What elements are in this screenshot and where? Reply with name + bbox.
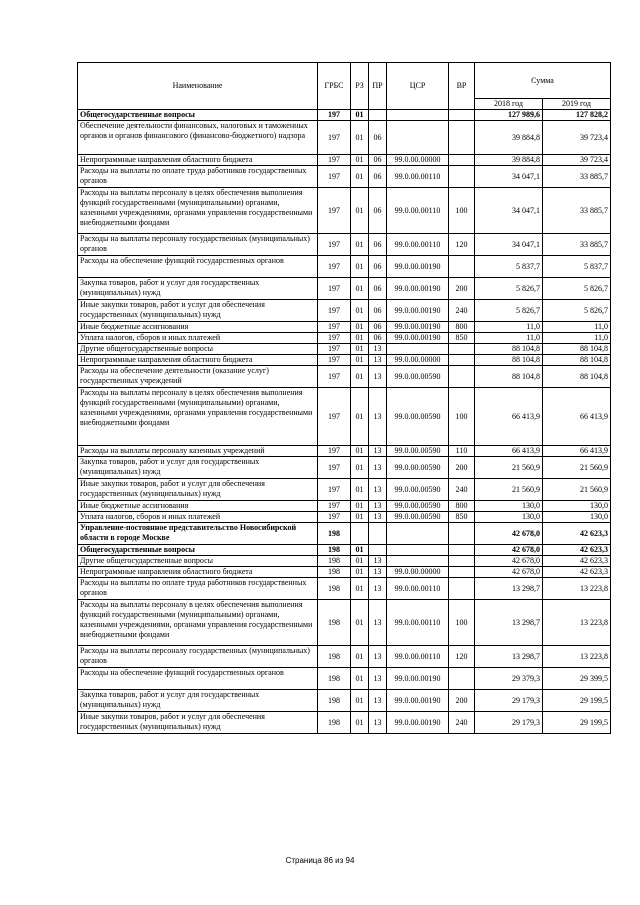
cell-sum-2018: 88 104,8	[475, 366, 543, 388]
header-name: Наименование	[78, 63, 318, 110]
cell-name: Непрограммные направления областного бюджета	[78, 355, 318, 366]
header-csr: ЦСР	[387, 63, 449, 110]
cell-sum-2019: 13 223,8	[543, 646, 611, 668]
table-row	[78, 446, 611, 457]
cell-pr: 06	[369, 278, 387, 300]
table-row	[78, 600, 611, 646]
cell-sum-2018: 5 826,7	[475, 278, 543, 300]
cell-sum-2019: 13 223,8	[543, 578, 611, 600]
cell-sum-2019: 42 623,3	[543, 523, 611, 545]
cell-rz: 01	[351, 556, 369, 567]
table-row	[78, 556, 611, 567]
cell-rz: 01	[351, 333, 369, 344]
cell-csr: 99.0.00.00190	[387, 690, 449, 712]
cell-sum-2019: 127 828,2	[543, 110, 611, 121]
table-row	[78, 121, 611, 155]
cell-pr: 06	[369, 322, 387, 333]
cell-sum-2018: 39 884,8	[475, 121, 543, 155]
cell-sum-2019: 5 826,7	[543, 300, 611, 322]
cell-name: Расходы на выплаты по оплате труда работников государственных органов	[78, 578, 318, 600]
cell-csr: 99.0.00.00190	[387, 322, 449, 333]
cell-pr: 13	[369, 712, 387, 734]
header-pr: ПР	[369, 63, 387, 110]
cell-sum-2019: 88 104,8	[543, 344, 611, 355]
cell-csr: 99.0.00.00590	[387, 446, 449, 457]
cell-rz: 01	[351, 234, 369, 256]
cell-pr: 13	[369, 578, 387, 600]
cell-csr	[387, 545, 449, 556]
cell-vr: 850	[449, 333, 475, 344]
cell-grbs: 197	[318, 234, 351, 256]
cell-vr: 120	[449, 234, 475, 256]
table-row	[78, 278, 611, 300]
cell-grbs: 197	[318, 121, 351, 155]
cell-vr	[449, 523, 475, 545]
cell-vr: 110	[449, 446, 475, 457]
cell-rz: 01	[351, 567, 369, 578]
cell-sum-2019: 39 723,4	[543, 155, 611, 166]
cell-pr: 13	[369, 556, 387, 567]
cell-name: Расходы на выплаты персоналу казенных учреждений	[78, 446, 318, 457]
cell-csr	[387, 556, 449, 567]
cell-rz: 01	[351, 155, 369, 166]
cell-sum-2018: 21 560,9	[475, 457, 543, 479]
cell-sum-2019: 11,0	[543, 333, 611, 344]
cell-name: Общегосударственные вопросы	[78, 545, 318, 556]
cell-sum-2019: 29 199,5	[543, 712, 611, 734]
cell-rz: 01	[351, 668, 369, 690]
cell-pr	[369, 110, 387, 121]
cell-vr: 100	[449, 600, 475, 646]
cell-csr: 99.0.00.00110	[387, 166, 449, 188]
cell-rz: 01	[351, 278, 369, 300]
cell-grbs: 198	[318, 578, 351, 600]
cell-grbs: 197	[318, 512, 351, 523]
cell-sum-2019: 130,0	[543, 501, 611, 512]
cell-name: Закупка товаров, работ и услуг для государственных (муниципальных) нужд	[78, 457, 318, 479]
cell-vr	[449, 578, 475, 600]
cell-pr: 06	[369, 166, 387, 188]
cell-pr: 13	[369, 646, 387, 668]
cell-pr: 13	[369, 600, 387, 646]
table-row	[78, 567, 611, 578]
cell-csr: 99.0.00.00190	[387, 278, 449, 300]
cell-pr: 13	[369, 512, 387, 523]
cell-rz: 01	[351, 322, 369, 333]
cell-vr: 120	[449, 646, 475, 668]
cell-sum-2018: 127 989,6	[475, 110, 543, 121]
cell-vr	[449, 110, 475, 121]
cell-grbs: 197	[318, 166, 351, 188]
cell-vr	[449, 556, 475, 567]
cell-grbs: 198	[318, 646, 351, 668]
cell-vr: 240	[449, 300, 475, 322]
cell-grbs: 197	[318, 333, 351, 344]
cell-sum-2019: 39 723,4	[543, 121, 611, 155]
cell-rz: 01	[351, 646, 369, 668]
table-row	[78, 457, 611, 479]
cell-sum-2018: 13 298,7	[475, 646, 543, 668]
cell-grbs: 197	[318, 110, 351, 121]
cell-vr: 800	[449, 501, 475, 512]
table-row	[78, 578, 611, 600]
cell-grbs: 198	[318, 712, 351, 734]
cell-vr: 200	[449, 457, 475, 479]
cell-rz: 01	[351, 501, 369, 512]
cell-rz: 01	[351, 712, 369, 734]
cell-grbs: 197	[318, 355, 351, 366]
cell-name: Расходы на выплаты по оплате труда работников государственных органов	[78, 166, 318, 188]
cell-name: Иные закупки товаров, работ и услуг для обеспечения государственных (муниципальных) нужд	[78, 712, 318, 734]
cell-pr: 13	[369, 567, 387, 578]
cell-rz: 01	[351, 355, 369, 366]
table-row	[78, 234, 611, 256]
cell-csr: 99.0.00.00000	[387, 567, 449, 578]
table-row	[78, 300, 611, 322]
budget-table	[77, 62, 611, 734]
cell-pr: 06	[369, 234, 387, 256]
cell-rz: 01	[351, 479, 369, 501]
header-2018: 2018 год	[475, 99, 543, 110]
cell-rz: 01	[351, 388, 369, 446]
cell-vr	[449, 355, 475, 366]
table-row	[78, 322, 611, 333]
table-row	[78, 110, 611, 121]
cell-rz: 01	[351, 110, 369, 121]
cell-pr: 13	[369, 344, 387, 355]
header-rz: РЗ	[351, 63, 369, 110]
cell-csr	[387, 344, 449, 355]
header-2019: 2019 год	[543, 99, 611, 110]
cell-vr	[449, 256, 475, 278]
cell-sum-2019: 66 413,9	[543, 446, 611, 457]
cell-name: Уплата налогов, сборов и иных платежей	[78, 333, 318, 344]
cell-vr	[449, 366, 475, 388]
cell-pr: 06	[369, 188, 387, 234]
cell-vr: 240	[449, 712, 475, 734]
cell-sum-2018: 42 678,0	[475, 556, 543, 567]
cell-sum-2019: 13 223,8	[543, 600, 611, 646]
cell-grbs: 197	[318, 322, 351, 333]
cell-csr: 99.0.00.00190	[387, 256, 449, 278]
cell-grbs: 198	[318, 567, 351, 578]
cell-csr: 99.0.00.00000	[387, 155, 449, 166]
cell-sum-2019: 66 413,9	[543, 388, 611, 446]
cell-csr: 99.0.00.00590	[387, 501, 449, 512]
cell-rz: 01	[351, 578, 369, 600]
cell-sum-2018: 39 884,8	[475, 155, 543, 166]
cell-pr: 13	[369, 479, 387, 501]
cell-sum-2018: 11,0	[475, 322, 543, 333]
cell-csr: 99.0.00.00110	[387, 600, 449, 646]
cell-grbs: 198	[318, 556, 351, 567]
cell-sum-2018: 34 047,1	[475, 188, 543, 234]
header-row	[78, 63, 611, 99]
cell-csr: 99.0.00.00590	[387, 457, 449, 479]
cell-csr: 99.0.00.00000	[387, 355, 449, 366]
cell-vr: 200	[449, 278, 475, 300]
cell-name: Иные закупки товаров, работ и услуг для обеспечения государственных (муниципальных) нужд	[78, 479, 318, 501]
cell-sum-2019: 5 837,7	[543, 256, 611, 278]
cell-pr: 06	[369, 256, 387, 278]
cell-csr: 99.0.00.00190	[387, 333, 449, 344]
cell-name: Другие общегосударственные вопросы	[78, 344, 318, 355]
cell-rz: 01	[351, 366, 369, 388]
table-row	[78, 479, 611, 501]
cell-pr: 06	[369, 300, 387, 322]
cell-name: Обеспечение деятельности финансовых, налоговых и таможенных органов и органов финансового (финансово-бюджетного) надзора	[78, 121, 318, 155]
cell-rz: 01	[351, 446, 369, 457]
cell-sum-2019: 42 623,3	[543, 567, 611, 578]
cell-grbs: 197	[318, 344, 351, 355]
cell-pr: 13	[369, 388, 387, 446]
cell-sum-2019: 88 104,8	[543, 366, 611, 388]
cell-grbs: 197	[318, 155, 351, 166]
cell-sum-2019: 5 826,7	[543, 278, 611, 300]
table-row	[78, 712, 611, 734]
table-row	[78, 333, 611, 344]
cell-pr	[369, 523, 387, 545]
cell-sum-2018: 11,0	[475, 333, 543, 344]
cell-grbs: 197	[318, 446, 351, 457]
cell-vr	[449, 545, 475, 556]
cell-grbs: 197	[318, 256, 351, 278]
cell-csr: 99.0.00.00110	[387, 578, 449, 600]
cell-sum-2019: 29 399,5	[543, 668, 611, 690]
table-row	[78, 501, 611, 512]
cell-sum-2018: 29 179,3	[475, 690, 543, 712]
cell-sum-2018: 21 560,9	[475, 479, 543, 501]
cell-name: Расходы на обеспечение функций государственных органов	[78, 256, 318, 278]
table-row	[78, 668, 611, 690]
table-row	[78, 366, 611, 388]
cell-csr: 99.0.00.00190	[387, 712, 449, 734]
cell-name: Непрограммные направления областного бюджета	[78, 567, 318, 578]
cell-name: Иные закупки товаров, работ и услуг для обеспечения государственных (муниципальных) нужд	[78, 300, 318, 322]
header-grbs: ГРБС	[318, 63, 351, 110]
cell-pr: 13	[369, 668, 387, 690]
cell-sum-2019: 88 104,8	[543, 355, 611, 366]
cell-pr: 13	[369, 366, 387, 388]
cell-vr: 200	[449, 690, 475, 712]
cell-sum-2018: 42 678,0	[475, 545, 543, 556]
cell-sum-2018: 130,0	[475, 512, 543, 523]
cell-csr: 99.0.00.00110	[387, 646, 449, 668]
cell-vr	[449, 567, 475, 578]
cell-name: Закупка товаров, работ и услуг для государственных (муниципальных) нужд	[78, 690, 318, 712]
cell-vr: 240	[449, 479, 475, 501]
cell-sum-2018: 34 047,1	[475, 234, 543, 256]
cell-name: Расходы на выплаты персоналу государственных (муниципальных) органов	[78, 646, 318, 668]
table-row	[78, 545, 611, 556]
cell-pr: 13	[369, 446, 387, 457]
cell-pr: 13	[369, 457, 387, 479]
table-row	[78, 188, 611, 234]
cell-rz: 01	[351, 545, 369, 556]
cell-name: Расходы на выплаты персоналу в целях обеспечения выполнения функций государственными (муниципальными) органами, казенными учреждениями, органами управления государственными внебюджетными фондами	[78, 388, 318, 446]
cell-rz: 01	[351, 300, 369, 322]
table-row	[78, 256, 611, 278]
cell-grbs: 197	[318, 388, 351, 446]
cell-rz: 01	[351, 512, 369, 523]
cell-csr	[387, 121, 449, 155]
cell-sum-2019: 130,0	[543, 512, 611, 523]
cell-rz: 01	[351, 256, 369, 278]
cell-grbs: 198	[318, 600, 351, 646]
cell-pr: 13	[369, 690, 387, 712]
table-row	[78, 388, 611, 446]
table-row	[78, 355, 611, 366]
table-row	[78, 690, 611, 712]
cell-sum-2018: 34 047,1	[475, 166, 543, 188]
cell-sum-2018: 13 298,7	[475, 578, 543, 600]
cell-sum-2019: 33 885,7	[543, 234, 611, 256]
cell-sum-2018: 13 298,7	[475, 600, 543, 646]
cell-rz: 01	[351, 188, 369, 234]
cell-name: Общегосударственные вопросы	[78, 110, 318, 121]
cell-sum-2019: 11,0	[543, 322, 611, 333]
cell-grbs: 197	[318, 300, 351, 322]
cell-sum-2019: 33 885,7	[543, 166, 611, 188]
cell-sum-2019: 21 560,9	[543, 457, 611, 479]
cell-rz: 01	[351, 121, 369, 155]
cell-grbs: 198	[318, 690, 351, 712]
cell-sum-2018: 29 379,3	[475, 668, 543, 690]
table-row	[78, 344, 611, 355]
cell-pr: 06	[369, 121, 387, 155]
cell-sum-2019: 29 199,5	[543, 690, 611, 712]
cell-grbs: 197	[318, 278, 351, 300]
cell-csr	[387, 523, 449, 545]
table-row	[78, 512, 611, 523]
cell-name: Иные бюджетные ассигнования	[78, 322, 318, 333]
cell-sum-2018: 130,0	[475, 501, 543, 512]
cell-rz: 01	[351, 600, 369, 646]
cell-pr: 13	[369, 355, 387, 366]
cell-vr	[449, 668, 475, 690]
table-row	[78, 166, 611, 188]
cell-grbs: 197	[318, 188, 351, 234]
page-footer: Страница 86 из 94	[285, 856, 355, 865]
cell-csr: 99.0.00.00590	[387, 512, 449, 523]
cell-csr: 99.0.00.00190	[387, 668, 449, 690]
cell-name: Расходы на выплаты персоналу в целях обеспечения выполнения функций государственными (муниципальными) органами, казенными учреждениями, органами управления государственными внебюджетными фондами	[78, 600, 318, 646]
cell-name: Закупка товаров, работ и услуг для государственных (муниципальных) нужд	[78, 278, 318, 300]
cell-grbs: 197	[318, 479, 351, 501]
cell-sum-2019: 42 623,3	[543, 545, 611, 556]
cell-vr: 800	[449, 322, 475, 333]
cell-rz: 01	[351, 457, 369, 479]
cell-name: Расходы на обеспечение функций государственных органов	[78, 668, 318, 690]
cell-grbs: 198	[318, 545, 351, 556]
cell-name: Управление-постоянное представительство Новосибирской области в городе Москве	[78, 523, 318, 545]
cell-sum-2018: 5 837,7	[475, 256, 543, 278]
cell-sum-2018: 88 104,8	[475, 355, 543, 366]
cell-grbs: 198	[318, 523, 351, 545]
cell-rz: 01	[351, 344, 369, 355]
cell-sum-2018: 29 179,3	[475, 712, 543, 734]
table-body	[78, 63, 611, 734]
cell-grbs: 198	[318, 668, 351, 690]
cell-csr: 99.0.00.00590	[387, 388, 449, 446]
cell-vr	[449, 344, 475, 355]
table-row	[78, 523, 611, 545]
cell-vr: 100	[449, 188, 475, 234]
cell-sum-2018: 66 413,9	[475, 388, 543, 446]
table-row	[78, 155, 611, 166]
cell-sum-2018: 66 413,9	[475, 446, 543, 457]
cell-sum-2018: 88 104,8	[475, 344, 543, 355]
cell-rz: 01	[351, 166, 369, 188]
cell-sum-2019: 33 885,7	[543, 188, 611, 234]
cell-csr: 99.0.00.00110	[387, 188, 449, 234]
cell-pr	[369, 545, 387, 556]
header-vr: ВР	[449, 63, 475, 110]
cell-grbs: 197	[318, 457, 351, 479]
cell-csr: 99.0.00.00110	[387, 234, 449, 256]
cell-name: Расходы на выплаты персоналу в целях обеспечения выполнения функций государственными (муниципальными) органами, казенными учреждениями, органами управления государственными внебюджетными фондами	[78, 188, 318, 234]
cell-grbs: 197	[318, 501, 351, 512]
cell-vr	[449, 121, 475, 155]
cell-pr: 13	[369, 501, 387, 512]
cell-vr: 100	[449, 388, 475, 446]
cell-sum-2018: 5 826,7	[475, 300, 543, 322]
cell-sum-2019: 42 623,3	[543, 556, 611, 567]
cell-vr	[449, 166, 475, 188]
cell-sum-2018: 42 678,0	[475, 523, 543, 545]
cell-csr: 99.0.00.00590	[387, 479, 449, 501]
cell-name: Непрограммные направления областного бюджета	[78, 155, 318, 166]
cell-name: Другие общегосударственные вопросы	[78, 556, 318, 567]
cell-pr: 06	[369, 155, 387, 166]
cell-pr: 06	[369, 333, 387, 344]
header-sum: Сумма	[475, 63, 611, 99]
cell-csr	[387, 110, 449, 121]
cell-rz: 01	[351, 690, 369, 712]
cell-vr: 850	[449, 512, 475, 523]
cell-grbs: 197	[318, 366, 351, 388]
cell-vr	[449, 155, 475, 166]
cell-name: Иные бюджетные ассигнования	[78, 501, 318, 512]
table-row	[78, 646, 611, 668]
cell-name: Расходы на обеспечение деятельности (оказание услуг) государственных учреждений	[78, 366, 318, 388]
cell-csr: 99.0.00.00190	[387, 300, 449, 322]
cell-csr: 99.0.00.00590	[387, 366, 449, 388]
cell-sum-2018: 42 678,0	[475, 567, 543, 578]
cell-name: Расходы на выплаты персоналу государственных (муниципальных) органов	[78, 234, 318, 256]
cell-rz	[351, 523, 369, 545]
cell-sum-2019: 21 560,9	[543, 479, 611, 501]
cell-name: Уплата налогов, сборов и иных платежей	[78, 512, 318, 523]
